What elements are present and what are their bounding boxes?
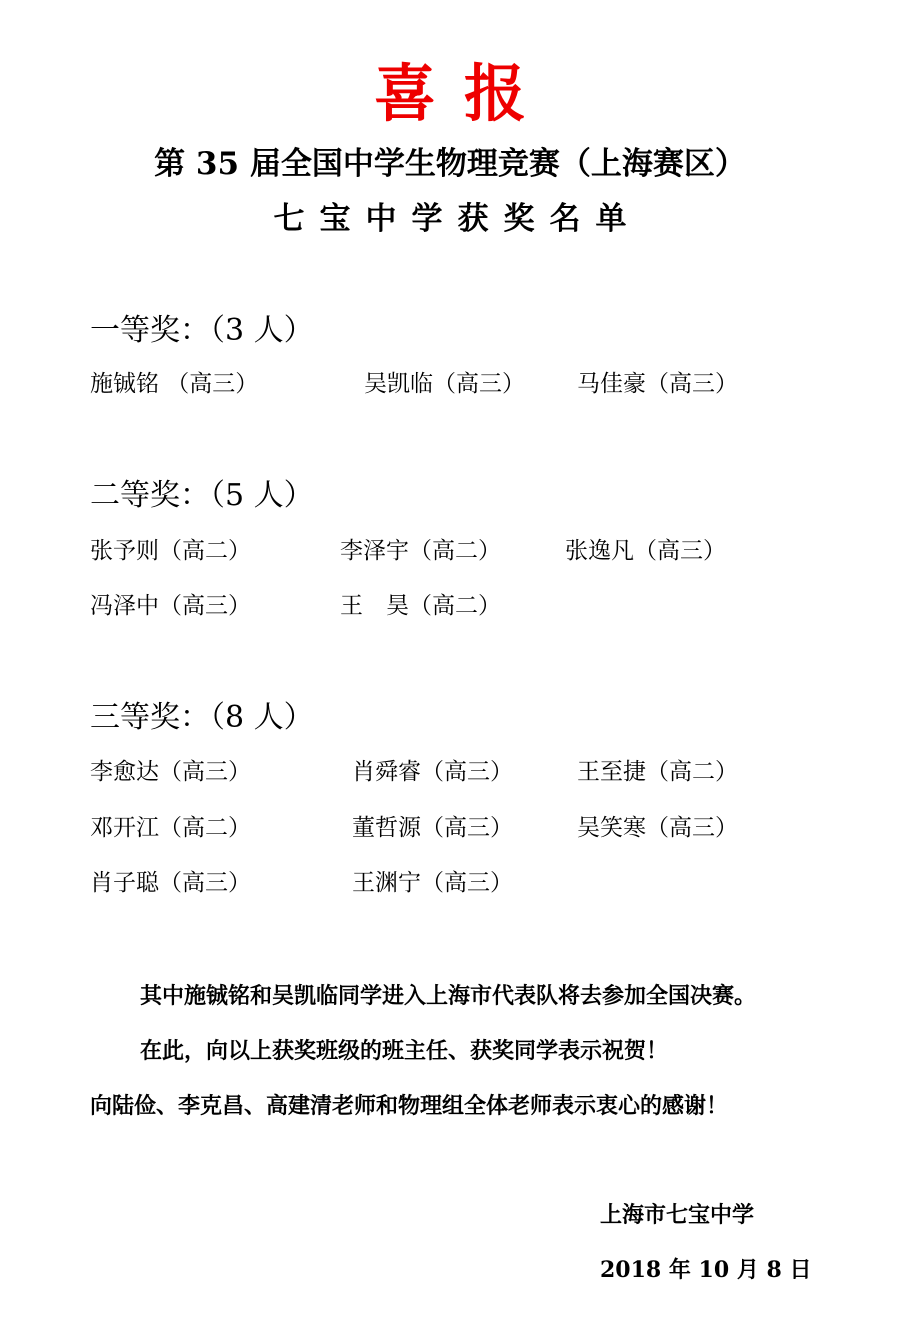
winner-name: 张予则（高二） bbox=[90, 538, 251, 564]
third-prize-heading: 三等奖：（8 人） bbox=[90, 700, 314, 735]
competition-subtitle: 第 35 届全国中学生物理竞赛（上海赛区） bbox=[154, 146, 746, 182]
winner-name: 邓开江（高二） bbox=[90, 815, 251, 841]
school-signature: 上海市七宝中学 bbox=[600, 1202, 755, 1228]
date-signature: 2018 年 10 月 8 日 bbox=[600, 1257, 812, 1283]
winner-name: 王 昊（高二） bbox=[340, 593, 501, 619]
winner-name: 王至捷（高二） bbox=[577, 759, 738, 785]
page-title: 喜报 bbox=[373, 57, 554, 130]
winner-name: 李愈达（高三） bbox=[90, 759, 251, 785]
winner-name: 吴笑寒（高三） bbox=[577, 815, 738, 841]
winner-name: 张逸凡（高三） bbox=[565, 538, 726, 564]
thanks-message: 向陆俭、李克昌、高建清老师和物理组全体老师表示衷心的感谢！ bbox=[90, 1093, 729, 1119]
winner-name: 王渊宁（高三） bbox=[352, 870, 513, 896]
winner-name: 李泽宇（高二） bbox=[340, 538, 501, 564]
winner-name: 马佳豪（高三） bbox=[577, 371, 738, 397]
second-prize-heading: 二等奖：（5 人） bbox=[90, 478, 314, 513]
winner-name: 董哲源（高三） bbox=[352, 815, 513, 841]
winner-name: 肖舜睿（高三） bbox=[352, 759, 513, 785]
first-prize-heading: 一等奖：（3 人） bbox=[90, 313, 314, 348]
finalists-message: 其中施铖铭和吴凯临同学进入上海市代表队将去参加全国决赛。 bbox=[140, 983, 757, 1009]
congratulations-message: 在此，向以上获奖班级的班主任、获奖同学表示祝贺！ bbox=[140, 1038, 669, 1064]
winner-name: 施铖铭 （高三） bbox=[90, 371, 259, 397]
winner-name: 肖子聪（高三） bbox=[90, 870, 251, 896]
school-list-title: 七宝中学获奖名单 bbox=[273, 201, 642, 237]
winner-name: 冯泽中（高三） bbox=[90, 593, 251, 619]
winner-name: 吴凯临（高三） bbox=[364, 371, 525, 397]
